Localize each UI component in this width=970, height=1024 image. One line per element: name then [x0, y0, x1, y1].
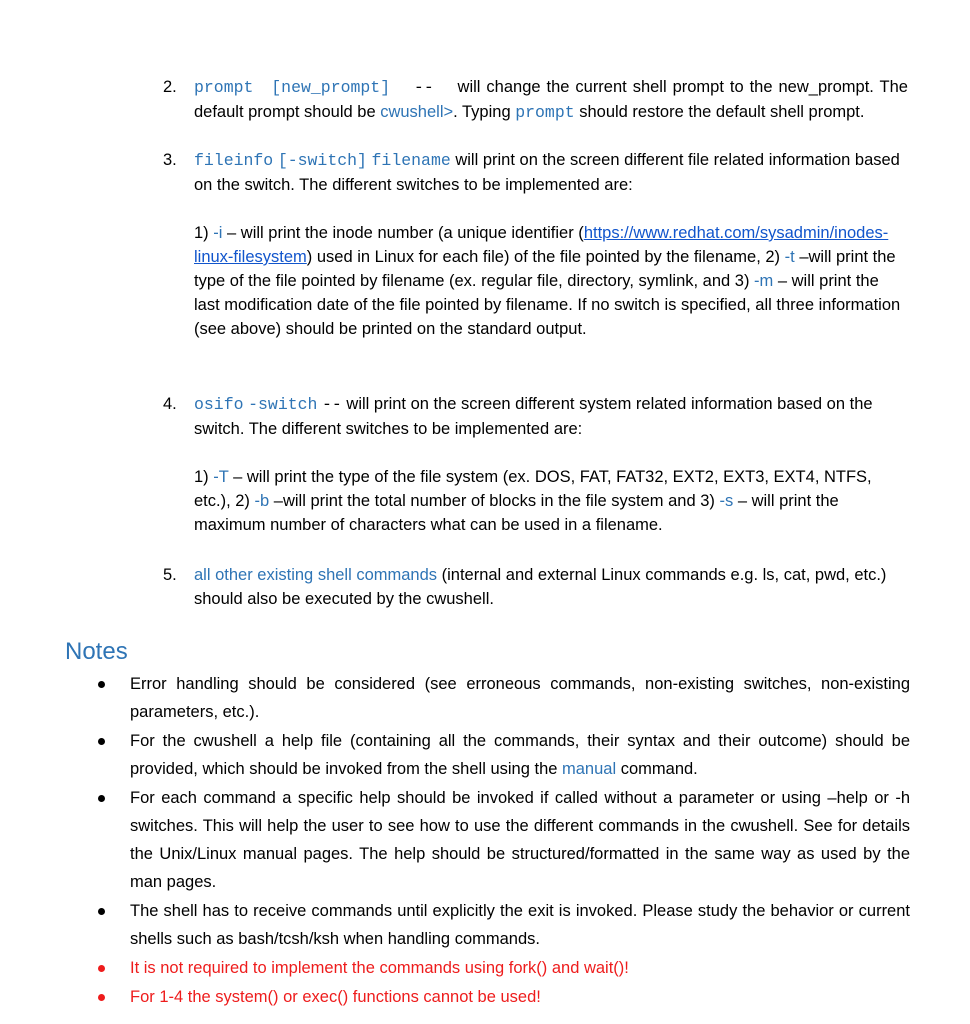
switch-s-text: – will print the maximum number of characters what can be used in a filename. [194, 492, 839, 534]
switch-b: -b [254, 492, 270, 510]
other-commands-text: (internal and external Linux commands e.g. ls, cat, pwd, etc.) should also be executed by the cwushell. [194, 566, 887, 608]
command-fileinfo: fileinfo [194, 151, 274, 170]
note-text: For each command a specific help should be invoked if called without a parameter or using –help or -h switches. This will help the user to see how to use the different commands in the cwushell. See for details the Unix/Linux manual pages. The help should be structured/formatted in the same way as used by the man pages. [130, 789, 910, 891]
note-text: For the cwushell a help file (containing all the commands, their syntax and their outcome) should be provided, which should be invoked from the shell using the [130, 732, 910, 778]
redhat-inodes-link[interactable]: https://www.redhat.com/sysadmin/inodes-linux-filesystem [194, 224, 889, 266]
bullet-icon [98, 994, 105, 1001]
command-arg: [-switch] [277, 151, 367, 170]
bullet-icon [98, 965, 105, 972]
fileinfo-switches [194, 221, 908, 341]
command-prompt-inline: prompt [515, 103, 575, 122]
bullet-icon [98, 795, 105, 802]
note-item [95, 897, 910, 953]
command-arg: -switch [248, 395, 318, 414]
command-arg: [new_prompt] [271, 78, 391, 97]
switch-prefix: 1) [194, 224, 214, 242]
switch-i-text: – will print the inode number (a unique identifier ( [222, 224, 584, 242]
fileinfo-description: will print on the screen different file related information based on the switch. The different switches to be implemented are: [194, 151, 900, 194]
item-number: 2. [163, 78, 177, 96]
command-prompt: prompt [194, 78, 254, 97]
note-text: Error handling should be considered (see erroneous commands, non-existing switches, non-existing parameters, etc.). [130, 675, 910, 721]
switch-m: -m [754, 272, 774, 290]
prompt-text-3: should restore the default shell prompt. [574, 103, 865, 121]
list-item-prompt [163, 75, 908, 125]
switch-prefix: 1) [194, 468, 214, 486]
bullet-icon [98, 908, 105, 915]
notes-list [95, 670, 910, 1012]
switch-m-text: – will print the last modification date of the file pointed by filename. If no switch is specified, all three information (see above) should be printed on the standard output. [194, 272, 901, 338]
prompt-text-2: . Typing [453, 103, 516, 121]
switch-T-text: – will print the type of the file system (ex. DOS, FAT, FAT32, EXT2, EXT3, EXT4, NTFS, etc.), 2) [194, 468, 872, 510]
list-item-fileinfo [163, 148, 908, 197]
list-item-others [163, 563, 908, 611]
note-item [95, 670, 910, 726]
dash-separator: -- [322, 395, 342, 414]
switch-t: -t [784, 248, 795, 266]
manual-command: manual [562, 760, 617, 778]
note-item-warning [95, 983, 910, 1011]
item-number: 5. [163, 566, 177, 584]
switch-t-text: –will print the type of the file pointed by filename (ex. regular file, directory, symlink, and 3) [194, 248, 896, 290]
switch-i: -i [213, 224, 223, 242]
switch-i-text-2: ) used in Linux for each file) of the file pointed by the filename, 2) [306, 248, 785, 266]
notes-heading: Notes [65, 638, 128, 665]
other-commands-highlight: all other existing shell commands [194, 566, 438, 584]
switch-b-text: –will print the total number of blocks in the file system and 3) [269, 492, 720, 510]
note-text: For 1-4 the system() or exec() functions cannot be used! [130, 988, 541, 1006]
bullet-icon [98, 681, 105, 688]
switch-s: -s [719, 492, 734, 510]
bullet-icon [98, 738, 105, 745]
switch-T: -T [213, 468, 229, 486]
default-prompt: cwushell> [380, 103, 454, 121]
list-item-osifo [163, 392, 908, 441]
command-arg-filename: filename [371, 151, 451, 170]
note-text: command. [616, 760, 698, 778]
dash-separator: -- [413, 78, 434, 97]
note-item [95, 784, 910, 896]
item-number: 4. [163, 395, 177, 413]
note-item-warning [95, 954, 910, 982]
item-number: 3. [163, 151, 177, 169]
prompt-description: will change the current shell prompt to the new_prompt. The default prompt should be [194, 78, 908, 121]
command-osifo: osifo [194, 395, 244, 414]
note-text: It is not required to implement the commands using fork() and wait()! [130, 959, 629, 977]
note-item [95, 727, 910, 783]
note-text: The shell has to receive commands until explicitly the exit is invoked. Please study the behavior or current shells such as bash/tcsh/ksh when handling commands. [130, 902, 910, 948]
osifo-description: will print on the screen different system related information based on the switch. The different switches to be implemented are: [194, 395, 873, 438]
osifo-switches [194, 465, 908, 537]
